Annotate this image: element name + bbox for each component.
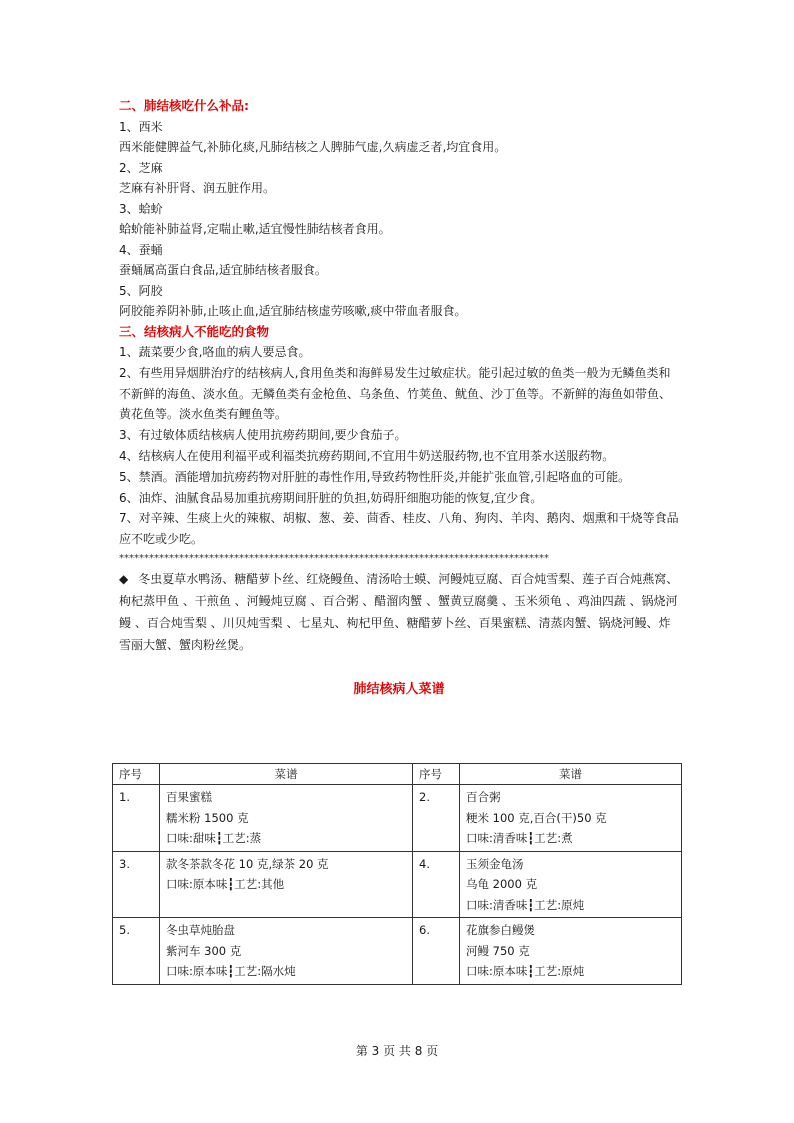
table-row (113, 851, 682, 918)
paragraph: 1、蔬菜要少食,咯血的病人要忌食。 (119, 345, 311, 359)
recipe-name: 百果蜜糕 (166, 790, 212, 804)
row-number: 4. (413, 851, 460, 918)
item-title: 2、芝麻 (119, 160, 163, 175)
table-header-row (113, 764, 682, 785)
dish-list-text: 冬虫夏草水鸭汤、糖醋萝卜丝、红烧鳗鱼、清汤哈士蟆、河鳗炖豆腐、百合炖雪梨、莲子百合炖燕窝、枸杞蒸甲鱼 、干煎鱼 、河鳗炖豆腐 、百合粥 、醋溜肉蟹 、蟹黄豆腐羹 、玉米须龟 、鸡油四蔬 、锅烧河鳗 、百合炖雪梨 、川贝炖雪梨 、七星丸、枸杞甲鱼、糖醋萝卜丝、百果蜜糕、清蒸肉蟹、锅烧河鳗、炸雪丽大蟹、蟹肉粉丝煲。 (119, 571, 679, 652)
recipe-cell (460, 918, 682, 985)
recipe-cell (160, 851, 413, 918)
list-item (119, 117, 679, 158)
row-number: 5. (113, 918, 160, 985)
header-no: 序号 (113, 764, 160, 785)
forbidden-foods-list (119, 342, 679, 550)
recipe-table (112, 763, 682, 985)
paragraph: 5、禁酒。酒能增加抗痨药物对肝脏的毒性作用,导致药物性肝炎,并能扩张血管,引起咯血的可能。 (119, 469, 631, 484)
item-description: 阿胶能养阴补肺,止咳止血,适宜肺结核虚劳咳嗽,痰中带血者服食。 (119, 304, 467, 318)
item-title: 1、西米 (119, 119, 163, 134)
recipe-name: 冬虫草炖胎盘 (166, 923, 235, 937)
recipe-ingredients: 乌龟 2000 克 (466, 877, 538, 891)
diamond-bullet-icon: ◆ (119, 571, 129, 586)
recipe-ingredients: 糯米粉 1500 克 (166, 810, 249, 825)
table-row (113, 918, 682, 985)
item-description: 西米能健脾益气,补肺化痰,凡肺结核之人脾肺气虚,久病虚乏者,均宜食用。 (119, 140, 507, 154)
recipe-cell (160, 785, 413, 852)
item-description: 蚕蛹属高蛋白食品,适宜肺结核者服食。 (119, 263, 327, 277)
paragraph: 7、对辛辣、生痰上火的辣椒、胡椒、葱、姜、茴香、桂皮、八角、狗肉、羊肉、鹅肉、烟熏和干烧等食品应不吃或少吃。 (119, 511, 679, 547)
table-title: 肺结核病人菜谱 (353, 681, 445, 697)
recipe-cell (460, 851, 682, 918)
row-number: 1. (113, 785, 160, 852)
recipe-name: 百合粥 (466, 790, 501, 804)
list-item (119, 158, 679, 199)
row-number: 6. (413, 918, 460, 985)
section-heading-forbidden-foods: 三、结核病人不能吃的食物 (119, 323, 270, 339)
header-recipe: 菜谱 (160, 764, 413, 785)
page-footer: 第 3 页 共 8 页 (355, 1044, 439, 1058)
recipe-cell (460, 785, 682, 852)
header-recipe: 菜谱 (460, 764, 682, 785)
item-description: 蛤蚧能补肺益肾,定喘止嗽,适宜慢性肺结核者食用。 (119, 222, 391, 236)
paragraph: 2、有些用异烟肼治疗的结核病人,食用鱼类和海鲜易发生过敏症状。能引起过敏的鱼类一般为无鳞鱼类和不新鲜的海鱼、淡水鱼。无鳞鱼类有金枪鱼、乌条鱼、竹荚鱼、鱿鱼、沙丁鱼等。不新鲜的海鱼如带鱼、黄花鱼等。淡水鱼类有鲤鱼等。 (119, 365, 672, 422)
item-title: 3、蛤蚧 (119, 201, 163, 216)
recipe-flavor: 口味:原本味┇工艺:隔水炖 (166, 964, 296, 978)
recipe-ingredients: 粳米 100 克,百合(干)50 克 (466, 810, 607, 825)
section-heading-supplements: 二、肺结核吃什么补品: (119, 98, 249, 113)
recipe-ingredients: 紫河车 300 克 (166, 943, 242, 958)
recipe-flavor: 口味:清香味┇工艺:煮 (466, 831, 573, 845)
paragraph: 4、结核病人在使用利福平或利福类抗痨药期间,不宜用牛奶送服药物,也不宜用茶水送服药物。 (119, 448, 615, 463)
recipe-name: 花旗参白鳗煲 (466, 923, 535, 937)
row-number: 2. (413, 785, 460, 852)
recipe-cell (160, 918, 413, 985)
list-item (119, 240, 679, 281)
recipe-name: 款冬茶款冬花 10 克,绿茶 20 克 (166, 856, 329, 871)
main-content (119, 96, 679, 711)
item-title: 5、阿胶 (119, 283, 163, 298)
paragraph: 3、有过敏体质结核病人使用抗痨药期间,要少食茄子。 (119, 428, 407, 443)
row-number: 3. (113, 851, 160, 918)
recipe-flavor: 口味:原本味┇工艺:原炖 (466, 964, 585, 978)
header-no: 序号 (413, 764, 460, 785)
list-item (119, 199, 679, 240)
dish-list (119, 568, 679, 656)
recipe-flavor: 口味:甜味┇工艺:蒸 (166, 831, 262, 845)
table-row (113, 785, 682, 852)
asterisk-divider: ************************************************************************************** (119, 552, 549, 564)
recipe-flavor: 口味:清香味┇工艺:原炖 (466, 897, 585, 912)
item-title: 4、蚕蛹 (119, 242, 163, 257)
recipe-flavor: 口味:原本味┇工艺:其他 (166, 877, 285, 891)
item-description: 芝麻有补肝肾、润五脏作用。 (119, 181, 276, 195)
recipe-name: 玉须金龟汤 (466, 856, 524, 871)
supplement-list (119, 117, 679, 322)
list-item (119, 281, 679, 322)
paragraph: 6、油炸、油腻食品易加重抗痨期间肝脏的负担,妨碍肝细胞功能的恢复,宜少食。 (119, 490, 543, 505)
recipe-ingredients: 河鳗 750 克 (466, 943, 530, 958)
